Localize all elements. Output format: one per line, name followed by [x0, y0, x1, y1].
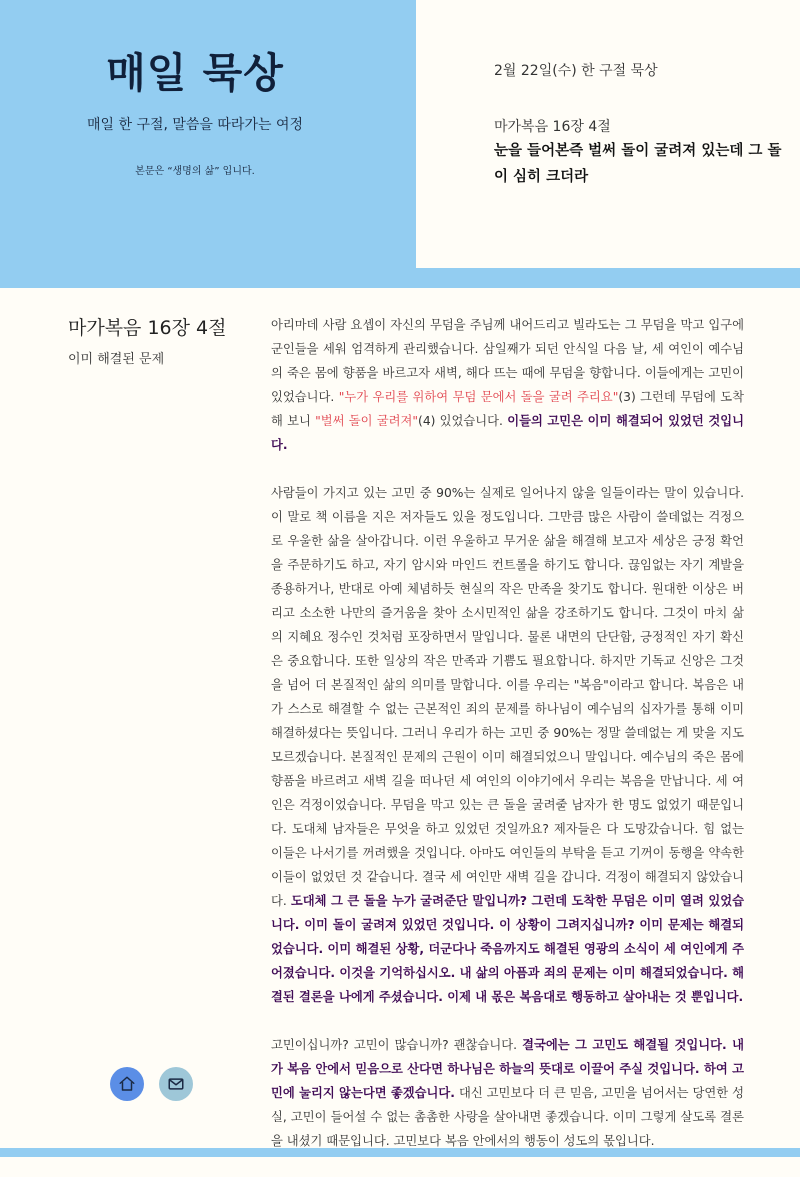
site-header: [0, 0, 800, 288]
emphasis-text: 이들의 고민은 이미 해결되어 있었던 것입니다.: [271, 414, 744, 452]
emphasis-text: 결국에는 그 고민도 해결될 것입니다. 내가 복음 안에서 믿음으로 산다면 하나님은 하늘의 뜻대로 이끌어 주실 것입니다. 하여 고민에 눌리지 않는다면 좋겠습니다.: [271, 1038, 744, 1100]
article-paragraph-1: [271, 313, 744, 457]
brand-block: [0, 0, 416, 288]
body-text: (3) 그런데 무덤에 도착해 보니: [271, 390, 744, 428]
body-text: 아리마데 사람 요셉이 자신의 무덤을 주님께 내어드리고 빌라도는 그 무덤을 막고 입구에 군인들을 세워 엄격하게 관리했습니다. 삼일째가 되던 안식일 다음 날, 세 여인이 예수님의 죽은 몸에 향품을 바르고자 새벽, 해다 뜨는 때에 무덤을 향합니다. 이들에게는 고민이 있었습니다.: [271, 318, 744, 404]
emphasis-text: 도대체 그 큰 돌을 누가 굴려준단 말입니까? 그런데 도착한 무덤은 이미 열려 있었습니다. 이미 돌이 굴려져 있었던 것입니다. 이 상황이 그려지십니까? 이미 문제는 해결되었습니다. 이미 해결된 상황, 더군다나 죽음까지도 해결된 영광의 소식이 세 여인에게 주어졌습니다. 이것을 기억하십시오. 내 삶의 아픔과 죄의 문제는 이미 해결되었습니다. 해결된 결론을 나에게 주셨습니다. 이제 내 몫은 복음대로 행동하고 살아내는 것 뿐입니다.: [271, 894, 744, 1004]
quote-text: "누가 우리를 위하여 무덤 문에서 돌을 굴려 주리요": [338, 390, 619, 404]
body-text: 고민이십니까? 고민이 많습니까? 괜찮습니다.: [271, 1038, 523, 1052]
home-icon: [118, 1075, 136, 1093]
site-subtitle: 매일 한 구절, 말씀을 따라가는 여정: [86, 117, 304, 133]
mail-icon: [167, 1075, 185, 1093]
meditation-article: [271, 313, 744, 1177]
source-note: 본문은 “생명의 삶” 입니다.: [135, 166, 255, 177]
body-text: 대신 고민보다 더 큰 믿음, 고민을 넘어서는 당연한 성실, 고민이 들어설 수 없는 촘촘한 사랑을 살아내면 좋겠습니다. 이미 그렇게 살도록 결론을 내셨기 때문입니다. 고민보다 복음 안에서의 행동이 성도의 몫입니다.: [271, 1086, 744, 1148]
body-text: (4) 있었습니다.: [418, 414, 508, 428]
quote-text: "벌써 돌이 굴려져": [315, 414, 419, 428]
verse-text: 눈을 들어본즉 벌써 돌이 굴려져 있는데 그 돌이 심히 크더라: [494, 143, 782, 185]
footer-bar: [0, 1148, 800, 1157]
article-paragraph-2: [271, 481, 744, 1009]
sidebar-topic: 이미 해결된 문제: [68, 352, 165, 367]
mail-button[interactable]: [159, 1067, 193, 1101]
verse-reference: 마가복음 16장 4절: [494, 119, 611, 135]
site-title[interactable]: 매일 묵상: [106, 49, 284, 97]
body-text: 사람들이 가지고 있는 고민 중 90%는 실제로 일어나지 않을 일들이라는 말이 있습니다. 이 말로 책 이름을 지은 저자들도 있을 정도입니다. 그만큼 많은 사람이 쓸데없는 걱정으로 우울한 삶을 살아갑니다. 이런 우울하고 무거운 삶을 해결해 보고자 세상은 긍정 확언을 주문하기도 하고, 자기 암시와 마인드 컨트롤을 하기도 합니다. 끊임없는 자기 계발을 종용하거나, 반대로 아예 체념하듯 현실의 작은 만족을 찾기도 합니다. 원대한 이상은 버리고 소소한 나만의 즐거움을 찾아 소시민적인 삶을 강조하기도 합니다. 그것이 마치 삶의 지혜요 정수인 것처럼 포장하면서 말입니다. 물론 내면의 단단함, 긍정적인 자기 확신은 중요합니다. 또한 일상의 작은 만족과 기쁨도 필요합니다. 하지만 기독교 신앙은 그것을 넘어 더 본질적인 삶의 의미를 말합니다. 이를 우리는 "복음"이라고 합니다. 복음은 내가 스스로 해결할 수 없는 근본적인 죄의 문제를 하나님이 예수님의 십자가를 통해 이미 해결하셨다는 뜻입니다. 그러니 우리가 하는 고민 중 90%는 정말 쓸데없는 게 맞을 지도 모르겠습니다. 본질적인 문제의 근원이 이미 해결되었으니 말입니다. 예수님의 죽은 몸에 향품을 바르려고 새벽 길을 떠나던 세 여인의 이야기에서 우리는 복음을 만납니다. 세 여인은 걱정이었습니다. 무덤을 막고 있는 큰 돌을 굴려줄 남자가 한 명도 없었기 때문입니다. 도대체 남자들은 무엇을 하고 있었던 것일까요? 제자들은 다 도망갔습니다. 힘 없는 이들은 나서기를 꺼려했을 것입니다. 아마도 여인들의 부탁을 듣고 기꺼이 동행을 약속한 이들이 없었던 것 같습니다. 결국 세 여인만 새벽 길을 갑니다. 걱정이 해결되지 않았습니다.: [271, 486, 744, 908]
home-button[interactable]: [110, 1067, 144, 1101]
article-paragraph-3: [271, 1033, 744, 1153]
verse-date: 2월 22일(수) 한 구절 묵상: [494, 63, 658, 79]
sidebar-reference: 마가복음 16장 4절: [68, 317, 227, 339]
verse-card: [416, 0, 800, 268]
